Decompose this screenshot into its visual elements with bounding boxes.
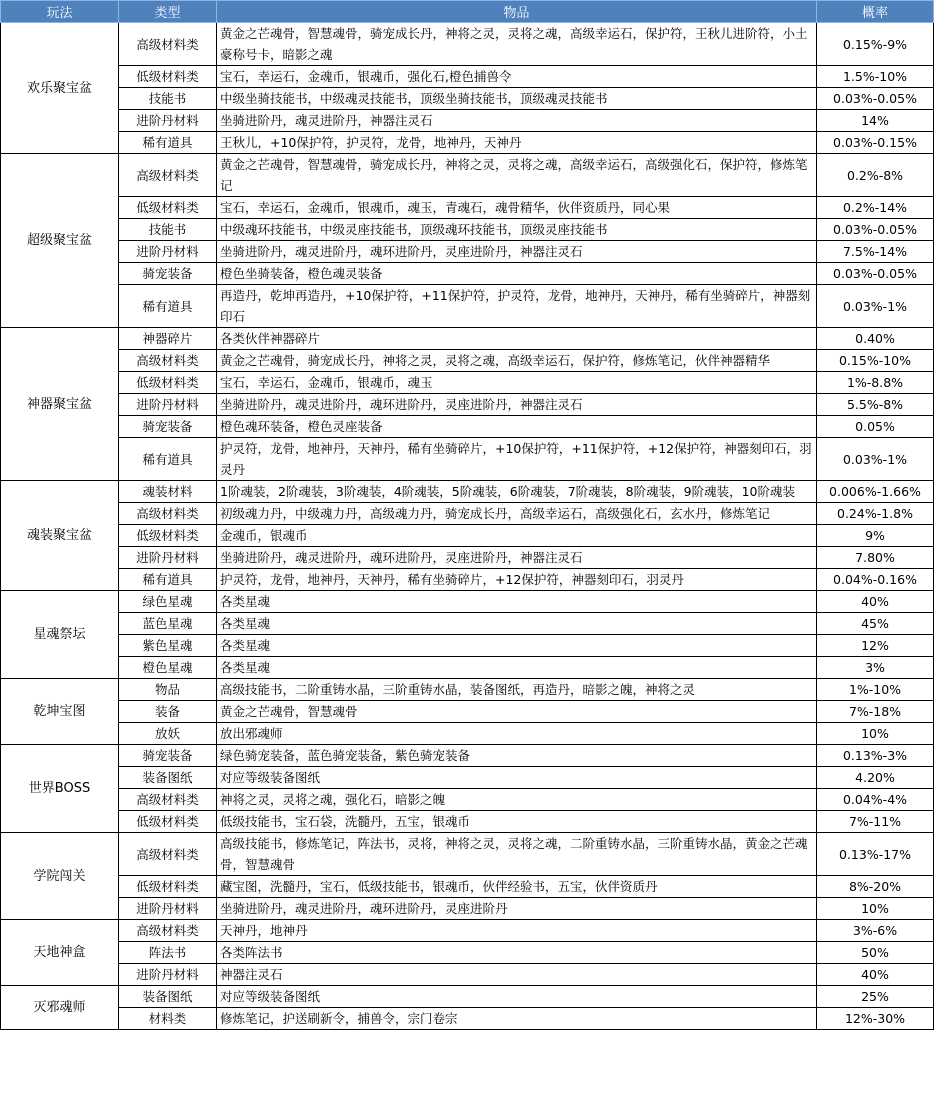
table-row — [1, 811, 934, 833]
probability-cell: 45% — [817, 613, 934, 635]
probability-cell: 9% — [817, 525, 934, 547]
type-cell: 低级材料类 — [119, 66, 217, 88]
items-cell: 各类星魂 — [217, 591, 817, 613]
type-cell: 蓝色星魂 — [119, 613, 217, 635]
type-cell: 紫色星魂 — [119, 635, 217, 657]
items-cell: 橙色魂环装备，橙色灵座装备 — [217, 416, 817, 438]
mode-cell: 星魂祭坛 — [1, 591, 119, 679]
type-cell: 技能书 — [119, 88, 217, 110]
type-cell: 低级材料类 — [119, 876, 217, 898]
table-body — [1, 23, 934, 1030]
table-row — [1, 219, 934, 241]
probability-cell: 0.24%-1.8% — [817, 503, 934, 525]
probability-cell: 25% — [817, 986, 934, 1008]
items-cell: 对应等级装备图纸 — [217, 767, 817, 789]
table-row — [1, 701, 934, 723]
type-cell: 高级材料类 — [119, 789, 217, 811]
table-row — [1, 767, 934, 789]
table-row — [1, 66, 934, 88]
items-cell: 宝石，幸运石，金魂币，银魂币，魂玉 — [217, 372, 817, 394]
type-cell: 低级材料类 — [119, 525, 217, 547]
probability-cell: 10% — [817, 723, 934, 745]
probability-cell: 0.15%-10% — [817, 350, 934, 372]
probability-cell: 14% — [817, 110, 934, 132]
items-cell: 绿色骑宠装备，蓝色骑宠装备，紫色骑宠装备 — [217, 745, 817, 767]
items-cell: 低级技能书，宝石袋，洗髓丹，五宝，银魂币 — [217, 811, 817, 833]
items-cell: 对应等级装备图纸 — [217, 986, 817, 1008]
table-row — [1, 481, 934, 503]
type-cell: 阵法书 — [119, 942, 217, 964]
table-row — [1, 132, 934, 154]
type-cell: 高级材料类 — [119, 23, 217, 66]
probability-cell: 0.13%-17% — [817, 833, 934, 876]
type-cell: 低级材料类 — [119, 372, 217, 394]
probability-cell: 40% — [817, 591, 934, 613]
items-cell: 黄金之芒魂骨，智慧魂骨 — [217, 701, 817, 723]
table-row — [1, 898, 934, 920]
probability-cell: 1%-10% — [817, 679, 934, 701]
probability-cell: 0.03%-0.05% — [817, 263, 934, 285]
table-row — [1, 986, 934, 1008]
probability-cell: 4.20% — [817, 767, 934, 789]
items-cell: 高级技能书，二阶重铸水晶，三阶重铸水晶，装备图纸，再造丹，暗影之魄，神将之灵 — [217, 679, 817, 701]
probability-cell: 0.04%-0.16% — [817, 569, 934, 591]
probability-cell: 7.80% — [817, 547, 934, 569]
type-cell: 高级材料类 — [119, 833, 217, 876]
type-cell: 骑宠装备 — [119, 745, 217, 767]
mode-cell: 乾坤宝图 — [1, 679, 119, 745]
items-cell: 黄金之芒魂骨，智慧魂骨，骑宠成长丹，神将之灵，灵将之魂，高级幸运石，保护符，王秋儿进阶符，小土豪称号卡，暗影之魂 — [217, 23, 817, 66]
probability-cell: 12%-30% — [817, 1008, 934, 1030]
type-cell: 橙色星魂 — [119, 657, 217, 679]
type-cell: 低级材料类 — [119, 811, 217, 833]
table-row — [1, 110, 934, 132]
probability-cell: 7%-18% — [817, 701, 934, 723]
type-cell: 稀有道具 — [119, 438, 217, 481]
items-cell: 藏宝图，洗髓丹，宝石，低级技能书，银魂币，伙伴经验书，五宝，伙伴资质丹 — [217, 876, 817, 898]
items-cell: 中级魂环技能书，中级灵座技能书，顶级魂环技能书，顶级灵座技能书 — [217, 219, 817, 241]
table-row — [1, 328, 934, 350]
table-row — [1, 964, 934, 986]
items-cell: 初级魂力丹，中级魂力丹，高级魂力丹，骑宠成长丹，高级幸运石，高级强化石，玄水丹，修炼笔记 — [217, 503, 817, 525]
table-row — [1, 23, 934, 66]
table-row — [1, 876, 934, 898]
table-row — [1, 789, 934, 811]
type-cell: 低级材料类 — [119, 197, 217, 219]
table-row — [1, 197, 934, 219]
items-cell: 各类伙伴神器碎片 — [217, 328, 817, 350]
type-cell: 进阶丹材料 — [119, 110, 217, 132]
items-cell: 金魂币，银魂币 — [217, 525, 817, 547]
probability-cell: 0.006%-1.66% — [817, 481, 934, 503]
table-row — [1, 920, 934, 942]
items-cell: 中级坐骑技能书，中级魂灵技能书，顶级坐骑技能书，顶级魂灵技能书 — [217, 88, 817, 110]
items-cell: 橙色坐骑装备，橙色魂灵装备 — [217, 263, 817, 285]
type-cell: 魂装材料 — [119, 481, 217, 503]
probability-cell: 10% — [817, 898, 934, 920]
probability-cell: 0.03%-0.15% — [817, 132, 934, 154]
items-cell: 各类星魂 — [217, 613, 817, 635]
probability-cell: 0.15%-9% — [817, 23, 934, 66]
items-cell: 各类阵法书 — [217, 942, 817, 964]
items-cell: 各类星魂 — [217, 635, 817, 657]
items-cell: 神器注灵石 — [217, 964, 817, 986]
type-cell: 骑宠装备 — [119, 416, 217, 438]
probability-cell: 3%-6% — [817, 920, 934, 942]
items-cell: 黄金之芒魂骨，骑宠成长丹，神将之灵，灵将之魂，高级幸运石，保护符，修炼笔记，伙伴神器精华 — [217, 350, 817, 372]
table-row — [1, 657, 934, 679]
items-cell: 各类星魂 — [217, 657, 817, 679]
probability-cell: 0.04%-4% — [817, 789, 934, 811]
table-row — [1, 394, 934, 416]
table-row — [1, 438, 934, 481]
probability-cell: 50% — [817, 942, 934, 964]
mode-cell: 超级聚宝盆 — [1, 154, 119, 328]
items-cell: 黄金之芒魂骨，智慧魂骨，骑宠成长丹，神将之灵，灵将之魂，高级幸运石，高级强化石，保护符，修炼笔记 — [217, 154, 817, 197]
type-cell: 进阶丹材料 — [119, 394, 217, 416]
type-cell: 高级材料类 — [119, 350, 217, 372]
table-row — [1, 1008, 934, 1030]
table-row — [1, 416, 934, 438]
table-header — [1, 1, 934, 23]
table-row — [1, 679, 934, 701]
probability-cell: 0.13%-3% — [817, 745, 934, 767]
table-row — [1, 833, 934, 876]
items-cell: 坐骑进阶丹，魂灵进阶丹，魂环进阶丹，灵座进阶丹 — [217, 898, 817, 920]
items-cell: 坐骑进阶丹，魂灵进阶丹，魂环进阶丹，灵座进阶丹，神器注灵石 — [217, 241, 817, 263]
type-cell: 装备 — [119, 701, 217, 723]
type-cell: 稀有道具 — [119, 132, 217, 154]
probability-cell: 0.03%-1% — [817, 285, 934, 328]
items-cell: 1阶魂装，2阶魂装，3阶魂装，4阶魂装，5阶魂装，6阶魂装，7阶魂装，8阶魂装，9阶魂装，10阶魂装 — [217, 481, 817, 503]
items-cell: 放出邪魂师 — [217, 723, 817, 745]
table-row — [1, 503, 934, 525]
type-cell: 神器碎片 — [119, 328, 217, 350]
mode-cell: 世界BOSS — [1, 745, 119, 833]
probability-cell: 1.5%-10% — [817, 66, 934, 88]
items-cell: 高级技能书，修炼笔记，阵法书，灵将，神将之灵，灵将之魂，二阶重铸水晶，三阶重铸水晶，黄金之芒魂骨，智慧魂骨 — [217, 833, 817, 876]
items-cell: 坐骑进阶丹，魂灵进阶丹，魂环进阶丹，灵座进阶丹，神器注灵石 — [217, 547, 817, 569]
items-cell: 护灵符，龙骨，地神丹，天神丹，稀有坐骑碎片，+10保护符，+11保护符，+12保护符，神器刻印石，羽灵丹 — [217, 438, 817, 481]
probability-cell: 3% — [817, 657, 934, 679]
probability-cell: 0.05% — [817, 416, 934, 438]
probability-cell: 7.5%-14% — [817, 241, 934, 263]
probability-cell: 0.40% — [817, 328, 934, 350]
table-row — [1, 635, 934, 657]
mode-cell: 欢乐聚宝盆 — [1, 23, 119, 154]
type-cell: 物品 — [119, 679, 217, 701]
table-row — [1, 613, 934, 635]
items-cell: 坐骑进阶丹，魂灵进阶丹，魂环进阶丹，灵座进阶丹，神器注灵石 — [217, 394, 817, 416]
mode-cell: 神器聚宝盆 — [1, 328, 119, 481]
header-mode: 玩法 — [1, 1, 119, 23]
table-row — [1, 241, 934, 263]
probability-cell: 0.2%-8% — [817, 154, 934, 197]
header-probability: 概率 — [817, 1, 934, 23]
items-cell: 宝石，幸运石，金魂币，银魂币，魂玉，青魂石，魂骨精华，伙伴资质丹，同心果 — [217, 197, 817, 219]
probability-cell: 0.03%-0.05% — [817, 88, 934, 110]
type-cell: 绿色星魂 — [119, 591, 217, 613]
type-cell: 骑宠装备 — [119, 263, 217, 285]
probability-cell: 0.03%-0.05% — [817, 219, 934, 241]
type-cell: 稀有道具 — [119, 569, 217, 591]
header-row — [1, 1, 934, 23]
type-cell: 装备图纸 — [119, 986, 217, 1008]
type-cell: 技能书 — [119, 219, 217, 241]
table-row — [1, 942, 934, 964]
type-cell: 进阶丹材料 — [119, 898, 217, 920]
header-type: 类型 — [119, 1, 217, 23]
table-row — [1, 525, 934, 547]
probability-cell: 40% — [817, 964, 934, 986]
mode-cell: 学院闯关 — [1, 833, 119, 920]
table-row — [1, 350, 934, 372]
table-row — [1, 723, 934, 745]
table-row — [1, 285, 934, 328]
probability-cell: 7%-11% — [817, 811, 934, 833]
probability-cell: 5.5%-8% — [817, 394, 934, 416]
mode-cell: 天地神盒 — [1, 920, 119, 986]
table-row — [1, 263, 934, 285]
probability-cell: 12% — [817, 635, 934, 657]
items-cell: 坐骑进阶丹，魂灵进阶丹，神器注灵石 — [217, 110, 817, 132]
probability-cell: 0.03%-1% — [817, 438, 934, 481]
table-row — [1, 547, 934, 569]
type-cell: 进阶丹材料 — [119, 241, 217, 263]
probability-cell: 1%-8.8% — [817, 372, 934, 394]
type-cell: 高级材料类 — [119, 920, 217, 942]
items-cell: 天神丹，地神丹 — [217, 920, 817, 942]
type-cell: 装备图纸 — [119, 767, 217, 789]
mode-cell: 魂装聚宝盆 — [1, 481, 119, 591]
table-row — [1, 569, 934, 591]
type-cell: 稀有道具 — [119, 285, 217, 328]
items-cell: 护灵符，龙骨，地神丹，天神丹，稀有坐骑碎片，+12保护符，神器刻印石，羽灵丹 — [217, 569, 817, 591]
probability-cell: 8%-20% — [817, 876, 934, 898]
table-row — [1, 372, 934, 394]
mode-cell: 灭邪魂师 — [1, 986, 119, 1030]
type-cell: 高级材料类 — [119, 154, 217, 197]
type-cell: 材料类 — [119, 1008, 217, 1030]
probability-cell: 0.2%-14% — [817, 197, 934, 219]
type-cell: 进阶丹材料 — [119, 964, 217, 986]
type-cell: 进阶丹材料 — [119, 547, 217, 569]
items-cell: 王秋儿，+10保护符，护灵符，龙骨，地神丹，天神丹 — [217, 132, 817, 154]
table-row — [1, 154, 934, 197]
items-cell: 修炼笔记，护送刷新令，捕兽令，宗门卷宗 — [217, 1008, 817, 1030]
table-row — [1, 745, 934, 767]
header-items: 物品 — [217, 1, 817, 23]
items-cell: 再造丹，乾坤再造丹，+10保护符，+11保护符，护灵符，龙骨，地神丹，天神丹，稀有坐骑碎片，神器刻印石 — [217, 285, 817, 328]
type-cell: 高级材料类 — [119, 503, 217, 525]
items-cell: 宝石，幸运石，金魂币，银魂币，强化石,橙色捕兽令 — [217, 66, 817, 88]
table-row — [1, 591, 934, 613]
type-cell: 放妖 — [119, 723, 217, 745]
items-cell: 神将之灵，灵将之魂，强化石，暗影之魄 — [217, 789, 817, 811]
table-row — [1, 88, 934, 110]
